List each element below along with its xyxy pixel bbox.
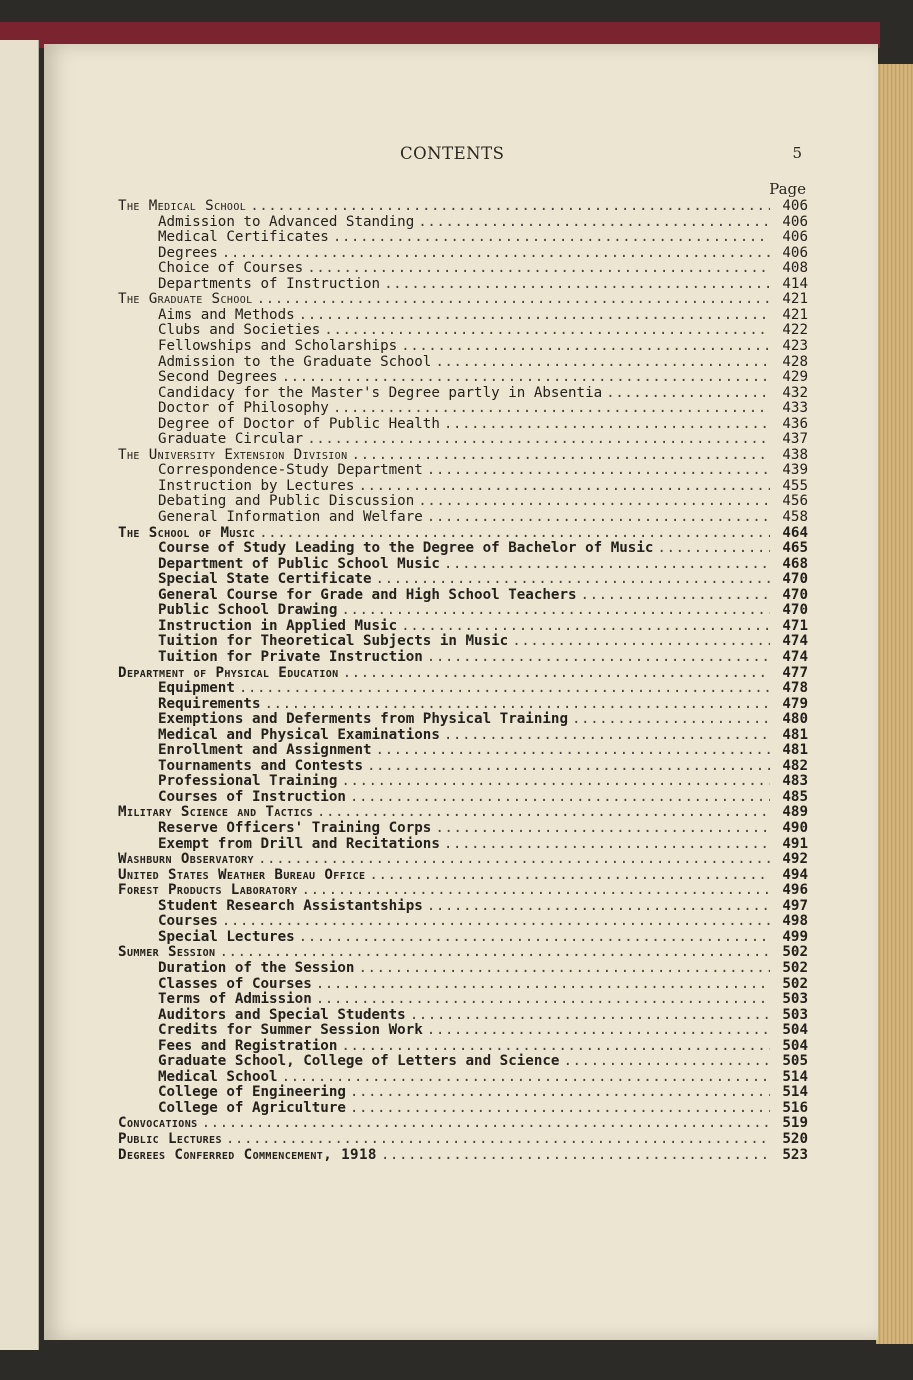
dot-leader bbox=[257, 291, 770, 307]
toc-section-entry bbox=[118, 1147, 808, 1163]
entry-page-number: 483 bbox=[782, 773, 808, 790]
header-title: CONTENTS bbox=[400, 144, 505, 163]
toc-section-entry bbox=[118, 851, 808, 867]
entry-title: Instruction in Applied Music bbox=[158, 617, 398, 634]
dot-leader bbox=[427, 898, 770, 914]
toc-section-entry bbox=[118, 1131, 808, 1147]
dot-leader bbox=[512, 633, 770, 649]
entry-title: General Course for Grade and High School Teachers bbox=[158, 586, 577, 603]
dot-leader bbox=[202, 1115, 770, 1131]
toc-entry bbox=[158, 649, 808, 665]
entry-title: General Information and Welfare bbox=[158, 509, 423, 525]
entry-page-number: 504 bbox=[782, 1022, 808, 1039]
entry-title: Graduate Circular bbox=[158, 431, 304, 448]
entry-title: Public School Drawing bbox=[158, 602, 338, 619]
entry-title: Doctor of Philosophy bbox=[158, 400, 329, 417]
toc-section-entry bbox=[118, 447, 808, 463]
toc-entry bbox=[158, 571, 808, 587]
toc-entry bbox=[158, 322, 808, 338]
dot-leader bbox=[435, 820, 770, 836]
facing-page-edge bbox=[0, 40, 39, 1350]
entry-page-number: 458 bbox=[782, 509, 808, 525]
entry-page-number: 514 bbox=[782, 1068, 808, 1085]
entry-page-number: 422 bbox=[782, 322, 808, 339]
entry-page-number: 432 bbox=[782, 384, 808, 401]
entry-title: Convocations bbox=[118, 1115, 198, 1132]
dot-leader bbox=[427, 462, 770, 478]
dot-leader bbox=[239, 680, 770, 696]
entry-page-number: 498 bbox=[782, 913, 808, 930]
entry-page-number: 478 bbox=[782, 680, 808, 697]
entry-title: College of Agriculture bbox=[158, 1099, 346, 1116]
dot-leader bbox=[341, 773, 770, 789]
dot-leader bbox=[282, 1069, 770, 1085]
entry-page-number: 406 bbox=[782, 213, 808, 230]
toc-entry bbox=[158, 1022, 808, 1038]
entry-title: The Graduate School bbox=[118, 291, 253, 308]
entry-page-number: 516 bbox=[782, 1099, 808, 1116]
entry-page-number: 471 bbox=[782, 617, 808, 634]
toc-entry bbox=[158, 1084, 808, 1100]
toc-entry bbox=[158, 820, 808, 836]
entry-page-number: 502 bbox=[782, 975, 808, 992]
toc-entry bbox=[158, 773, 808, 789]
entry-page-number: 503 bbox=[782, 991, 808, 1008]
entry-title: Public Lectures bbox=[118, 1131, 222, 1147]
entry-title: Student Research Assistantships bbox=[158, 897, 423, 914]
entry-page-number: 481 bbox=[782, 726, 808, 743]
dot-leader bbox=[258, 851, 770, 867]
entry-page-number: 474 bbox=[782, 648, 808, 665]
entry-page-number: 455 bbox=[782, 477, 808, 494]
running-header bbox=[44, 144, 878, 166]
toc-entry bbox=[158, 556, 808, 572]
entry-page-number: 496 bbox=[782, 882, 808, 899]
dot-leader bbox=[299, 929, 770, 945]
entry-title: Summer Session bbox=[118, 944, 216, 961]
entry-page-number: 421 bbox=[782, 306, 808, 323]
entry-title: Special Lectures bbox=[158, 928, 295, 945]
entry-title: Classes of Courses bbox=[158, 975, 312, 992]
toc-entry bbox=[158, 929, 808, 945]
toc-section-entry bbox=[118, 944, 808, 960]
entry-page-number: 505 bbox=[782, 1053, 808, 1070]
dot-leader bbox=[259, 525, 770, 541]
entry-page-number: 485 bbox=[782, 788, 808, 805]
entry-title: Reserve Officers' Training Corps bbox=[158, 820, 432, 836]
dot-leader bbox=[427, 1022, 770, 1038]
toc-entry bbox=[158, 1007, 808, 1023]
dot-leader bbox=[427, 509, 770, 525]
entry-title: Admission to Advanced Standing bbox=[158, 213, 415, 230]
dot-leader bbox=[369, 867, 770, 883]
entry-title: Choice of Courses bbox=[158, 260, 304, 277]
toc-entry bbox=[158, 1069, 808, 1085]
page-block-edge bbox=[876, 64, 913, 1344]
dot-leader bbox=[317, 804, 770, 820]
entry-title: Degrees Conferred Commencement, 1918 bbox=[118, 1146, 377, 1163]
entry-title: Enrollment and Assignment bbox=[158, 742, 372, 759]
toc-entry bbox=[158, 229, 808, 245]
dot-leader bbox=[418, 214, 770, 230]
toc-entry bbox=[158, 618, 808, 634]
toc-entry bbox=[158, 727, 808, 743]
entry-title: Forest Products Laboratory bbox=[118, 882, 298, 899]
entry-title: Auditors and Special Students bbox=[158, 1006, 406, 1023]
dot-leader bbox=[384, 276, 770, 292]
page-column-label: Page bbox=[769, 180, 806, 198]
toc-entry bbox=[158, 587, 808, 603]
dot-leader bbox=[418, 493, 770, 509]
dot-leader bbox=[350, 789, 770, 805]
toc-entry bbox=[158, 400, 808, 416]
entry-page-number: 504 bbox=[782, 1037, 808, 1054]
entry-page-number: 421 bbox=[782, 291, 808, 308]
entry-title: Exempt from Drill and Recitations bbox=[158, 835, 440, 852]
dot-leader bbox=[401, 618, 770, 634]
entry-page-number: 406 bbox=[782, 198, 808, 214]
toc-entry bbox=[158, 680, 808, 696]
dot-leader bbox=[563, 1053, 770, 1069]
toc-entry bbox=[158, 1053, 808, 1069]
entry-title: The University Extension Division bbox=[118, 446, 348, 463]
toc-section-entry bbox=[118, 882, 808, 898]
toc-section-entry bbox=[118, 198, 808, 214]
entry-page-number: 514 bbox=[782, 1084, 808, 1101]
entry-page-number: 499 bbox=[782, 928, 808, 945]
entry-title: Department of Public School Music bbox=[158, 555, 440, 572]
dot-leader bbox=[341, 1038, 770, 1054]
dot-leader bbox=[226, 1131, 770, 1147]
entry-title: The Medical School bbox=[118, 198, 247, 214]
dot-leader bbox=[444, 416, 770, 432]
entry-page-number: 470 bbox=[782, 571, 808, 588]
toc-entry bbox=[158, 354, 808, 370]
dot-leader bbox=[282, 369, 770, 385]
dot-leader bbox=[381, 1147, 770, 1163]
entry-title: United States Weather Bureau Office bbox=[118, 866, 366, 883]
dot-leader bbox=[352, 447, 770, 463]
toc-entry bbox=[158, 758, 808, 774]
entry-page-number: 468 bbox=[782, 555, 808, 572]
toc-entry bbox=[158, 602, 808, 618]
entry-page-number: 406 bbox=[782, 244, 808, 261]
entry-page-number: 470 bbox=[782, 586, 808, 603]
dot-leader bbox=[376, 571, 770, 587]
toc-entry bbox=[158, 276, 808, 292]
toc-entry bbox=[158, 1038, 808, 1054]
toc-entry bbox=[158, 1100, 808, 1116]
entry-page-number: 491 bbox=[782, 835, 808, 852]
entry-page-number: 480 bbox=[782, 711, 808, 728]
entry-page-number: 490 bbox=[782, 820, 808, 836]
dot-leader bbox=[410, 1007, 770, 1023]
entry-title: Equipment bbox=[158, 680, 235, 697]
entry-page-number: 428 bbox=[782, 353, 808, 370]
entry-page-number: 439 bbox=[782, 462, 808, 479]
toc-entry bbox=[158, 260, 808, 276]
dot-leader bbox=[444, 727, 770, 743]
toc-entry bbox=[158, 991, 808, 1007]
entry-title: Professional Training bbox=[158, 773, 338, 790]
entry-title: Credits for Summer Session Work bbox=[158, 1022, 423, 1039]
entry-title: Department of Physical Education bbox=[118, 664, 339, 681]
dot-leader bbox=[307, 431, 770, 447]
entry-title: Aims and Methods bbox=[158, 306, 295, 323]
dot-leader bbox=[572, 711, 770, 727]
dot-leader bbox=[222, 913, 770, 929]
entry-page-number: 464 bbox=[782, 524, 808, 541]
entry-title: Clubs and Societies bbox=[158, 322, 321, 339]
entry-title: Admission to the Graduate School bbox=[158, 353, 432, 370]
toc-entry bbox=[158, 478, 808, 494]
entry-title: The School of Music bbox=[118, 524, 256, 541]
toc-section-entry bbox=[118, 867, 808, 883]
toc-entry bbox=[158, 416, 808, 432]
entry-page-number: 456 bbox=[782, 493, 808, 510]
dot-leader bbox=[307, 260, 770, 276]
entry-page-number: 497 bbox=[782, 897, 808, 914]
entry-title: Courses bbox=[158, 913, 218, 930]
dot-leader bbox=[444, 556, 770, 572]
toc-entry bbox=[158, 711, 808, 727]
toc-section-entry bbox=[118, 804, 808, 820]
entry-page-number: 429 bbox=[782, 369, 808, 386]
dot-leader bbox=[444, 836, 770, 852]
book-page bbox=[44, 44, 878, 1340]
dot-leader bbox=[222, 245, 770, 261]
toc-section-entry bbox=[118, 291, 808, 307]
entry-title: Terms of Admission bbox=[158, 991, 312, 1008]
toc-entry bbox=[158, 960, 808, 976]
dot-leader bbox=[350, 1084, 770, 1100]
toc-entry bbox=[158, 214, 808, 230]
entry-title: Degree of Doctor of Public Health bbox=[158, 415, 440, 432]
dot-leader bbox=[358, 478, 770, 494]
entry-page-number: 436 bbox=[782, 415, 808, 432]
dot-leader bbox=[435, 354, 770, 370]
dot-leader bbox=[219, 944, 770, 960]
entry-page-number: 479 bbox=[782, 695, 808, 712]
entry-page-number: 492 bbox=[782, 851, 808, 868]
toc-entry bbox=[158, 696, 808, 712]
toc-entry bbox=[158, 898, 808, 914]
entry-title: Debating and Public Discussion bbox=[158, 493, 415, 510]
toc-entry bbox=[158, 462, 808, 478]
dot-leader bbox=[265, 696, 771, 712]
entry-title: Medical Certificates bbox=[158, 229, 329, 246]
dot-leader bbox=[606, 385, 770, 401]
toc-entry bbox=[158, 307, 808, 323]
entry-page-number: 489 bbox=[782, 804, 808, 821]
entry-page-number: 437 bbox=[782, 431, 808, 448]
entry-title: Fees and Registration bbox=[158, 1037, 338, 1054]
dot-leader bbox=[350, 1100, 770, 1116]
entry-title: Courses of Instruction bbox=[158, 788, 346, 805]
dot-leader bbox=[401, 338, 770, 354]
toc-entry bbox=[158, 742, 808, 758]
entry-page-number: 523 bbox=[782, 1146, 808, 1163]
toc-entry bbox=[158, 913, 808, 929]
toc-entry bbox=[158, 385, 808, 401]
entry-page-number: 502 bbox=[782, 944, 808, 961]
header-page-number: 5 bbox=[792, 144, 802, 162]
toc-entry bbox=[158, 976, 808, 992]
toc-entry bbox=[158, 245, 808, 261]
toc-entry bbox=[158, 431, 808, 447]
dot-leader bbox=[299, 307, 770, 323]
dot-leader bbox=[250, 198, 770, 214]
toc-section-entry bbox=[118, 1115, 808, 1131]
entry-page-number: 482 bbox=[782, 757, 808, 774]
toc-entry bbox=[158, 509, 808, 525]
entry-page-number: 520 bbox=[782, 1131, 808, 1147]
dot-leader bbox=[343, 665, 770, 681]
entry-title: Graduate School, College of Letters and Science bbox=[158, 1053, 560, 1070]
entry-title: College of Engineering bbox=[158, 1084, 346, 1101]
entry-page-number: 423 bbox=[782, 337, 808, 354]
entry-title: Candidacy for the Master's Degree partly in Absentia bbox=[158, 384, 603, 401]
dot-leader bbox=[376, 742, 770, 758]
entry-page-number: 433 bbox=[782, 400, 808, 417]
dot-leader bbox=[333, 400, 770, 416]
entry-page-number: 519 bbox=[782, 1115, 808, 1132]
dot-leader bbox=[302, 882, 770, 898]
entry-page-number: 503 bbox=[782, 1006, 808, 1023]
entry-title: Correspondence-Study Department bbox=[158, 462, 423, 479]
entry-title: Duration of the Session bbox=[158, 959, 355, 976]
dot-leader bbox=[316, 991, 770, 1007]
dot-leader bbox=[341, 602, 770, 618]
toc-entry bbox=[158, 540, 808, 556]
toc-entry bbox=[158, 836, 808, 852]
entry-title: Military Science and Tactics bbox=[118, 804, 313, 821]
toc-entry bbox=[158, 493, 808, 509]
entry-title: Second Degrees bbox=[158, 369, 278, 386]
dot-leader bbox=[324, 322, 770, 338]
entry-page-number: 438 bbox=[782, 446, 808, 463]
entry-title: Course of Study Leading to the Degree of Bachelor of Music bbox=[158, 540, 654, 557]
entry-page-number: 481 bbox=[782, 742, 808, 759]
entry-page-number: 414 bbox=[782, 275, 808, 292]
entry-page-number: 465 bbox=[782, 540, 808, 557]
entry-title: Tuition for Theoretical Subjects in Music bbox=[158, 633, 509, 650]
entry-title: Degrees bbox=[158, 244, 218, 261]
toc-section-entry bbox=[118, 525, 808, 541]
entry-title: Medical and Physical Examinations bbox=[158, 726, 440, 743]
entry-title: Washburn Observatory bbox=[118, 851, 254, 868]
dot-leader bbox=[316, 976, 770, 992]
entry-page-number: 470 bbox=[782, 602, 808, 619]
dot-leader bbox=[427, 649, 770, 665]
toc-entry bbox=[158, 338, 808, 354]
dot-leader bbox=[581, 587, 770, 603]
entry-page-number: 502 bbox=[782, 959, 808, 976]
dot-leader bbox=[358, 960, 770, 976]
entry-title: Fellowships and Scholarships bbox=[158, 337, 398, 354]
entry-title: Exemptions and Deferments from Physical Training bbox=[158, 711, 568, 728]
toc-entry bbox=[158, 633, 808, 649]
entry-title: Instruction by Lectures bbox=[158, 477, 355, 494]
dot-leader bbox=[657, 540, 770, 556]
entry-title: Tournaments and Contests bbox=[158, 757, 363, 774]
dot-leader bbox=[367, 758, 770, 774]
toc-entry bbox=[158, 789, 808, 805]
entry-page-number: 494 bbox=[782, 866, 808, 883]
entry-title: Special State Certificate bbox=[158, 571, 372, 588]
toc-section-entry bbox=[118, 665, 808, 681]
toc-entry bbox=[158, 369, 808, 385]
entry-page-number: 477 bbox=[782, 664, 808, 681]
entry-title: Tuition for Private Instruction bbox=[158, 648, 423, 665]
entry-page-number: 408 bbox=[782, 260, 808, 277]
entry-title: Requirements bbox=[158, 695, 261, 712]
dot-leader bbox=[333, 229, 770, 245]
entry-title: Medical School bbox=[158, 1068, 278, 1085]
entry-page-number: 406 bbox=[782, 229, 808, 246]
entry-page-number: 474 bbox=[782, 633, 808, 650]
entry-title: Departments of Instruction bbox=[158, 275, 381, 292]
